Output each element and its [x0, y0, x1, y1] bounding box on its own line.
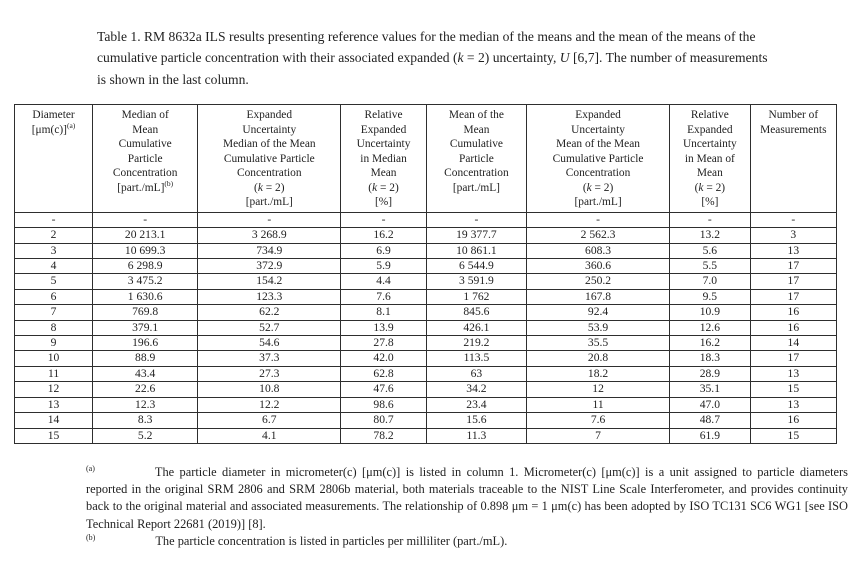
cell-number-of-measurements: 14: [750, 336, 836, 351]
footnotes: [86, 464, 848, 550]
cell-diameter: 6: [15, 289, 93, 304]
header-line: Diameter: [32, 109, 75, 121]
cell-mean-of-mean-concentration: -: [426, 212, 526, 227]
column-header-diameter: [15, 105, 93, 213]
cell-mean-of-mean-concentration: 1 762: [426, 289, 526, 304]
header-line: Cumulative: [118, 138, 172, 151]
footnote-text: The particle diameter in micrometer(c) [μm(c)] is listed in column 1. Micrometer(c) [μm(c)] is a unit assigned to particle diameters reported in the original SRM 2806 and SRM 2806b material, both materials traceable to the NIST Line Scale Interferometer, and provides continuity back to the original material and associated measurements. The relationship of 0.898 μm = 1 μm(c) has been adopted by ISO TC131 SC6 WG1 [see ISO Technical Report 22681 (2019)] [8].: [86, 465, 848, 531]
cell-expanded-uncertainty-median: 52.7: [198, 320, 341, 335]
header-line: Median of: [121, 109, 169, 121]
cell-median-of-mean-concentration: 379.1: [93, 320, 198, 335]
table-row: [15, 305, 837, 320]
header-line: Expanded: [246, 109, 293, 121]
cell-number-of-measurements: 16: [750, 413, 836, 428]
cell-relative-expanded-uncertainty-mean: 16.2: [670, 336, 751, 351]
cell-median-of-mean-concentration: 3 475.2: [93, 274, 198, 289]
cell-number-of-measurements: 17: [750, 259, 836, 274]
cell-diameter: 9: [15, 336, 93, 351]
table-row: [15, 382, 837, 397]
cell-expanded-uncertainty-mean: 11: [527, 397, 670, 412]
header-line: Particle: [127, 152, 163, 165]
header-line: Expanded: [575, 109, 621, 121]
cell-number-of-measurements: 3: [750, 228, 836, 243]
cell-expanded-uncertainty-mean: 7.6: [527, 413, 670, 428]
cell-relative-expanded-uncertainty-median: 98.6: [341, 397, 426, 412]
header-line: Number of: [768, 109, 819, 121]
header-line: Mean: [370, 167, 397, 180]
header-line: Cumulative Particle: [223, 152, 315, 165]
cell-expanded-uncertainty-mean: 2 562.3: [527, 228, 670, 243]
cell-median-of-mean-concentration: 43.4: [93, 366, 198, 381]
header-line: Expanded: [360, 123, 407, 136]
cell-expanded-uncertainty-mean: 12: [527, 382, 670, 397]
cell-mean-of-mean-concentration: 34.2: [426, 382, 526, 397]
cell-relative-expanded-uncertainty-median: -: [341, 212, 426, 227]
cell-diameter: 12: [15, 382, 93, 397]
table-caption: Table 1. RM 8632a ILS results presenting reference values for the median of the means and the mean of the means of the cumulative particle concentration with their associated expanded (k = 2) uncertainty, U [6,7]. The number of measurements is shown in the last column.: [97, 29, 768, 87]
cell-number-of-measurements: 13: [750, 397, 836, 412]
header-row: [15, 105, 837, 213]
cell-relative-expanded-uncertainty-mean: 5.6: [670, 243, 751, 258]
table-row: [15, 336, 837, 351]
header-line: Expanded: [687, 123, 733, 136]
table-row: [15, 366, 837, 381]
cell-expanded-uncertainty-median: 372.9: [198, 259, 341, 274]
cell-relative-expanded-uncertainty-mean: -: [670, 212, 751, 227]
header-line: Cumulative Particle: [552, 152, 644, 165]
cell-mean-of-mean-concentration: 113.5: [426, 351, 526, 366]
cell-diameter: 15: [15, 428, 93, 443]
cell-mean-of-mean-concentration: 23.4: [426, 397, 526, 412]
header-line: [part./mL]: [245, 196, 293, 209]
footnote-marker: (b): [86, 532, 96, 542]
header-line: Mean: [132, 123, 159, 136]
cell-median-of-mean-concentration: 196.6: [93, 336, 198, 351]
header-line: Uncertainty: [571, 123, 625, 136]
cell-median-of-mean-concentration: 22.6: [93, 382, 198, 397]
cell-diameter: 10: [15, 351, 93, 366]
table-row: [15, 413, 837, 428]
cell-expanded-uncertainty-median: -: [198, 212, 341, 227]
header-line: [part./mL]: [574, 196, 622, 209]
header-line: [%]: [375, 196, 393, 209]
header-line: Concentration: [237, 167, 302, 180]
column-header-relative-expanded-uncertainty-mean: [670, 105, 751, 213]
header-line: Mean: [696, 167, 723, 180]
header-line: Uncertainty: [356, 138, 411, 151]
cell-mean-of-mean-concentration: 219.2: [426, 336, 526, 351]
cell-median-of-mean-concentration: 10 699.3: [93, 243, 198, 258]
results-table-container: [14, 104, 837, 444]
header-line: Uncertainty: [242, 123, 297, 136]
cell-diameter: 11: [15, 366, 93, 381]
header-line: Concentration: [565, 167, 631, 180]
cell-mean-of-mean-concentration: 426.1: [426, 320, 526, 335]
cell-relative-expanded-uncertainty-mean: 48.7: [670, 413, 751, 428]
cell-number-of-measurements: 13: [750, 243, 836, 258]
header-line: Relative: [690, 109, 729, 121]
cell-diameter: 7: [15, 305, 93, 320]
cell-expanded-uncertainty-median: 6.7: [198, 413, 341, 428]
cell-expanded-uncertainty-median: 37.3: [198, 351, 341, 366]
header-line: Mean of the: [448, 109, 504, 121]
table-body: [15, 212, 837, 443]
header-line: Median of the Mean: [222, 138, 316, 151]
header-line: Uncertainty: [682, 138, 737, 151]
table-row: [15, 259, 837, 274]
cell-diameter: 14: [15, 413, 93, 428]
cell-relative-expanded-uncertainty-median: 47.6: [341, 382, 426, 397]
header-line: (k = 2): [694, 181, 726, 194]
header-line: (k = 2): [582, 181, 614, 194]
header-line: $[\mu m(c)]^{(a)}$: [31, 120, 76, 136]
table-row: [15, 212, 837, 227]
header-line: Relative: [364, 109, 403, 121]
cell-median-of-mean-concentration: 6 298.9: [93, 259, 198, 274]
cell-number-of-measurements: 17: [750, 274, 836, 289]
column-header-expanded-uncertainty-median: [198, 105, 341, 213]
column-header-number-of-measurements: [750, 105, 836, 213]
cell-number-of-measurements: 13: [750, 366, 836, 381]
cell-mean-of-mean-concentration: 15.6: [426, 413, 526, 428]
cell-expanded-uncertainty-mean: 7: [527, 428, 670, 443]
cell-relative-expanded-uncertainty-median: 16.2: [341, 228, 426, 243]
footnote-marker: (a): [86, 463, 95, 473]
cell-expanded-uncertainty-median: 62.2: [198, 305, 341, 320]
cell-median-of-mean-concentration: 769.8: [93, 305, 198, 320]
header-line: [part./mL]$^{(b)}$: [117, 178, 174, 194]
cell-relative-expanded-uncertainty-median: 13.9: [341, 320, 426, 335]
table-row: [15, 274, 837, 289]
cell-diameter: 3: [15, 243, 93, 258]
cell-mean-of-mean-concentration: 6 544.9: [426, 259, 526, 274]
header-line: Particle: [459, 152, 494, 165]
cell-expanded-uncertainty-mean: -: [527, 212, 670, 227]
cell-relative-expanded-uncertainty-median: 4.4: [341, 274, 426, 289]
header-line: (k = 2): [254, 181, 285, 194]
cell-number-of-measurements: -: [750, 212, 836, 227]
header-line: Mean of the Mean: [556, 138, 640, 151]
cell-relative-expanded-uncertainty-median: 78.2: [341, 428, 426, 443]
cell-relative-expanded-uncertainty-median: 5.9: [341, 259, 426, 274]
cell-mean-of-mean-concentration: 11.3: [426, 428, 526, 443]
cell-expanded-uncertainty-mean: 35.5: [527, 336, 670, 351]
table-row: [15, 428, 837, 443]
footnote-text: The particle concentration is listed in particles per milliliter (part./mL).: [155, 533, 508, 548]
cell-relative-expanded-uncertainty-mean: 61.9: [670, 428, 751, 443]
cell-relative-expanded-uncertainty-median: 6.9: [341, 243, 426, 258]
table-row: [15, 351, 837, 366]
footnote: [86, 533, 848, 550]
cell-relative-expanded-uncertainty-mean: 5.5: [670, 259, 751, 274]
cell-relative-expanded-uncertainty-mean: 35.1: [670, 382, 751, 397]
cell-diameter: 5: [15, 274, 93, 289]
cell-expanded-uncertainty-median: 10.8: [198, 382, 341, 397]
cell-relative-expanded-uncertainty-median: 27.8: [341, 336, 426, 351]
cell-median-of-mean-concentration: 1 630.6: [93, 289, 198, 304]
cell-mean-of-mean-concentration: 845.6: [426, 305, 526, 320]
cell-number-of-measurements: 17: [750, 289, 836, 304]
cell-mean-of-mean-concentration: 10 861.1: [426, 243, 526, 258]
cell-relative-expanded-uncertainty-mean: 9.5: [670, 289, 751, 304]
cell-expanded-uncertainty-median: 123.3: [198, 289, 341, 304]
cell-relative-expanded-uncertainty-mean: 7.0: [670, 274, 751, 289]
cell-expanded-uncertainty-median: 27.3: [198, 366, 341, 381]
header-line: Concentration: [444, 167, 509, 180]
header-line: in Mean of: [684, 152, 735, 165]
header-line: Concentration: [112, 167, 178, 180]
cell-relative-expanded-uncertainty-median: 62.8: [341, 366, 426, 381]
cell-median-of-mean-concentration: 12.3: [93, 397, 198, 412]
cell-expanded-uncertainty-mean: 360.6: [527, 259, 670, 274]
table-row: [15, 320, 837, 335]
cell-diameter: 4: [15, 259, 93, 274]
cell-expanded-uncertainty-median: 54.6: [198, 336, 341, 351]
cell-diameter: 8: [15, 320, 93, 335]
column-header-expanded-uncertainty-mean: [527, 105, 670, 213]
table-header-row: [15, 105, 837, 213]
cell-mean-of-mean-concentration: 3 591.9: [426, 274, 526, 289]
cell-expanded-uncertainty-mean: 18.2: [527, 366, 670, 381]
column-header-mean-of-mean-concentration: [426, 105, 526, 213]
cell-median-of-mean-concentration: 5.2: [93, 428, 198, 443]
cell-expanded-uncertainty-mean: 20.8: [527, 351, 670, 366]
results-table: [14, 104, 837, 444]
cell-median-of-mean-concentration: 8.3: [93, 413, 198, 428]
cell-relative-expanded-uncertainty-mean: 47.0: [670, 397, 751, 412]
cell-median-of-mean-concentration: 88.9: [93, 351, 198, 366]
column-header-median-of-mean-concentration: [93, 105, 198, 213]
header-line: Mean: [463, 123, 490, 136]
cell-diameter: 2: [15, 228, 93, 243]
cell-number-of-measurements: 16: [750, 305, 836, 320]
cell-expanded-uncertainty-median: 12.2: [198, 397, 341, 412]
table-row: [15, 228, 837, 243]
cell-mean-of-mean-concentration: 19 377.7: [426, 228, 526, 243]
cell-relative-expanded-uncertainty-median: 8.1: [341, 305, 426, 320]
cell-relative-expanded-uncertainty-mean: 28.9: [670, 366, 751, 381]
cell-expanded-uncertainty-median: 154.2: [198, 274, 341, 289]
cell-number-of-measurements: 16: [750, 320, 836, 335]
cell-relative-expanded-uncertainty-mean: 13.2: [670, 228, 751, 243]
cell-relative-expanded-uncertainty-mean: 10.9: [670, 305, 751, 320]
table-row: [15, 289, 837, 304]
column-header-relative-expanded-uncertainty-median: [341, 105, 426, 213]
header-line: Measurements: [760, 123, 827, 136]
cell-diameter: 13: [15, 397, 93, 412]
cell-expanded-uncertainty-mean: 250.2: [527, 274, 670, 289]
cell-relative-expanded-uncertainty-mean: 12.6: [670, 320, 751, 335]
header-line: [part./mL]: [452, 181, 500, 194]
cell-relative-expanded-uncertainty-median: 42.0: [341, 351, 426, 366]
cell-number-of-measurements: 15: [750, 382, 836, 397]
header-line: (k = 2): [368, 181, 399, 194]
table-row: [15, 243, 837, 258]
header-line: in Median: [360, 152, 407, 165]
cell-relative-expanded-uncertainty-median: 7.6: [341, 289, 426, 304]
cell-expanded-uncertainty-mean: 608.3: [527, 243, 670, 258]
header-line: [%]: [701, 196, 719, 209]
cell-median-of-mean-concentration: 20 213.1: [93, 228, 198, 243]
cell-median-of-mean-concentration: -: [93, 212, 198, 227]
cell-expanded-uncertainty-median: 3 268.9: [198, 228, 341, 243]
table-row: [15, 397, 837, 412]
cell-expanded-uncertainty-mean: 53.9: [527, 320, 670, 335]
cell-mean-of-mean-concentration: 63: [426, 366, 526, 381]
footnote: [86, 464, 848, 533]
cell-relative-expanded-uncertainty-median: 80.7: [341, 413, 426, 428]
header-line: Cumulative: [449, 138, 503, 151]
cell-expanded-uncertainty-mean: 167.8: [527, 289, 670, 304]
cell-expanded-uncertainty-mean: 92.4: [527, 305, 670, 320]
cell-expanded-uncertainty-median: 734.9: [198, 243, 341, 258]
cell-expanded-uncertainty-median: 4.1: [198, 428, 341, 443]
cell-diameter: -: [15, 212, 93, 227]
cell-number-of-measurements: 17: [750, 351, 836, 366]
cell-number-of-measurements: 15: [750, 428, 836, 443]
cell-relative-expanded-uncertainty-mean: 18.3: [670, 351, 751, 366]
